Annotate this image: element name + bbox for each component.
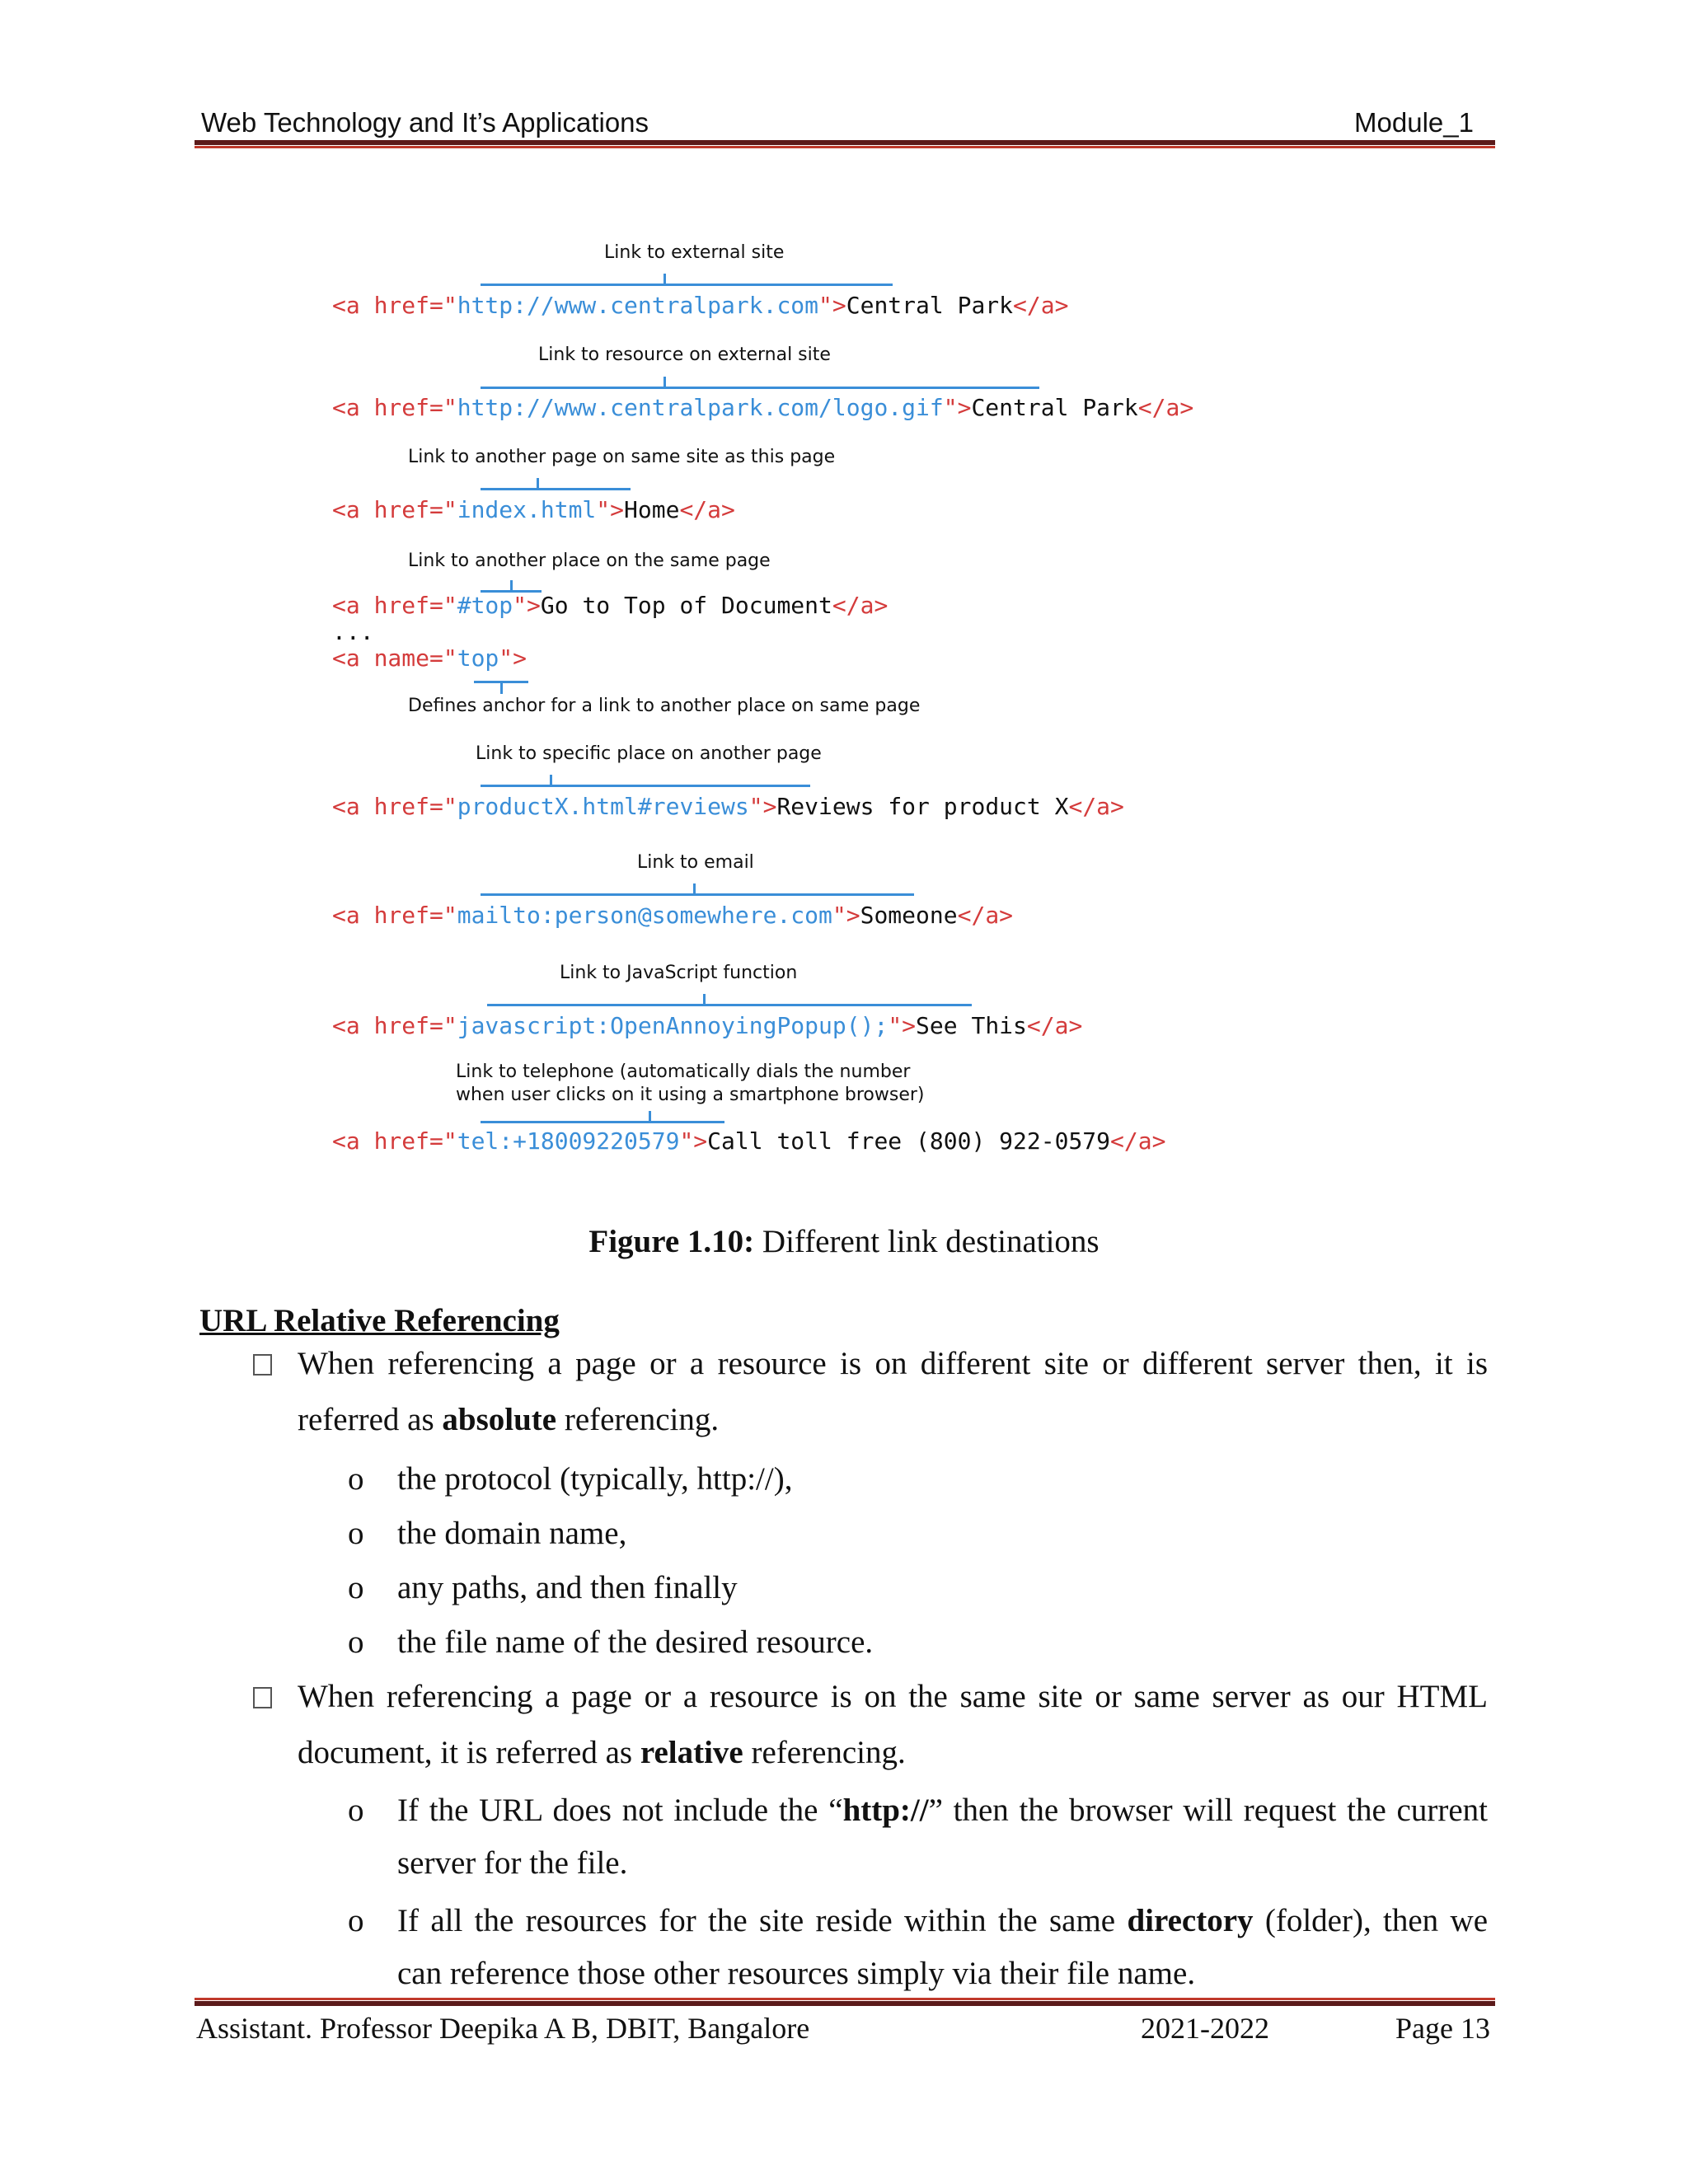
- header-title: Web Technology and It’s Applications: [201, 107, 649, 138]
- annotation-tick: [510, 580, 513, 592]
- annotation-tick: [500, 682, 503, 694]
- footer-page-number: Page 13: [1395, 2012, 1490, 2045]
- annotation-tick: [663, 377, 666, 388]
- code-line: <a name="top">: [332, 644, 528, 672]
- annotation-bracket: [481, 387, 1039, 389]
- annotation-label: Link to JavaScript function: [560, 963, 798, 983]
- code-line: <a href="#top">Go to Top of Document</a>: [332, 592, 889, 619]
- page-footer: [195, 2004, 1495, 2046]
- sub-bullet-text: If all the resources for the site reside within the same directory (folder), then we: [397, 1903, 1488, 1938]
- annotation-label: Defines anchor for a link to another place on same page: [408, 696, 921, 716]
- sub-bullet-text: the domain name,: [397, 1516, 627, 1551]
- code-line: <a href="http://www.centralpark.com/logo.gif">Central Park</a>: [332, 394, 1194, 421]
- sub-bullet-marker: o: [348, 1516, 364, 1551]
- code-line: <a href="javascript:OpenAnnoyingPopup();">See This</a>: [332, 1012, 1083, 1039]
- annotation-label: Link to another page on same site as this page: [408, 447, 836, 467]
- footer-rule-accent: [195, 1998, 1495, 2000]
- annotation-bracket: [481, 1121, 724, 1123]
- code-line: <a href="index.html">Home</a>: [332, 496, 735, 523]
- annotation-label: Link to telephone (automatically dials the number: [456, 1062, 911, 1082]
- annotation-tick: [537, 478, 539, 490]
- bullet-box: [253, 1354, 272, 1376]
- section-title: URL Relative Referencing: [199, 1303, 560, 1338]
- sub-bullet-marker: o: [348, 1793, 364, 1828]
- code-line: <a href="mailto:person@somewhere.com">Someone</a>: [332, 902, 1014, 929]
- annotation-tick: [703, 994, 706, 1005]
- annotation-tick: [649, 1111, 651, 1122]
- code-line: <a href="tel:+18009220579">Call toll free (800) 922-0579</a>: [332, 1127, 1166, 1155]
- link-destinations-figure: [326, 232, 1364, 1188]
- sub-bullet-marker: o: [348, 1461, 364, 1497]
- sub-bullet-text: can reference those other resources simply via their file name.: [397, 1956, 1196, 1991]
- bullet-text: referred as absolute referencing.: [298, 1402, 720, 1437]
- bullet-box: [253, 1687, 272, 1708]
- sub-bullet-marker: o: [348, 1903, 364, 1938]
- sub-bullet-marker: o: [348, 1570, 364, 1605]
- sub-bullet-marker: o: [348, 1624, 364, 1660]
- annotation-label: when user clicks on it using a smartphone browser): [456, 1085, 925, 1105]
- sub-bullet-text: the file name of the desired resource.: [397, 1624, 874, 1660]
- header-module: Module_1: [1354, 107, 1474, 138]
- code-ellipsis: ...: [332, 618, 374, 645]
- sub-bullet-text: the protocol (typically, http://),: [397, 1461, 793, 1497]
- annotation-label: Link to resource on external site: [538, 344, 831, 365]
- footer-year: 2021-2022: [1141, 2012, 1269, 2045]
- sub-bullet-text: server for the file.: [397, 1845, 628, 1881]
- annotation-label: Link to external site: [604, 242, 785, 263]
- footer-author: Assistant. Professor Deepika A B, DBIT, Bangalore: [196, 2012, 810, 2045]
- figure-caption: Figure 1.10: Different link destinations: [588, 1224, 1100, 1259]
- code-line: <a href="productX.html#reviews">Reviews for product X</a>: [332, 793, 1124, 820]
- sub-bullet-text: any paths, and then finally: [397, 1570, 738, 1605]
- bullet-text: When referencing a page or a resource is on the same site or same server as our HTML: [298, 1679, 1488, 1714]
- bullet-text: document, it is referred as relative referencing.: [298, 1735, 906, 1770]
- annotation-tick: [550, 775, 552, 786]
- annotation-bracket: [481, 893, 914, 896]
- header-rule-accent: [195, 146, 1495, 148]
- annotation-bracket: [487, 1004, 972, 1006]
- bullet-text: When referencing a page or a resource is on different site or different server then, it is: [298, 1346, 1488, 1381]
- annotation-bracket: [481, 284, 893, 286]
- annotation-label: Link to another place on the same page: [408, 551, 771, 571]
- annotation-tick: [693, 883, 696, 895]
- annotation-label: Link to email: [637, 852, 754, 873]
- annotation-label: Link to specific place on another page: [476, 743, 822, 764]
- page-header: [198, 99, 1492, 140]
- sub-bullet-text: If the URL does not include the “http://” then the browser will request the current: [397, 1793, 1488, 1828]
- code-line: <a href="http://www.centralpark.com">Central Park</a>: [332, 292, 1069, 319]
- annotation-tick: [663, 274, 666, 285]
- annotation-bracket: [481, 488, 631, 490]
- header-rule: [195, 140, 1495, 145]
- annotation-bracket: [481, 785, 810, 787]
